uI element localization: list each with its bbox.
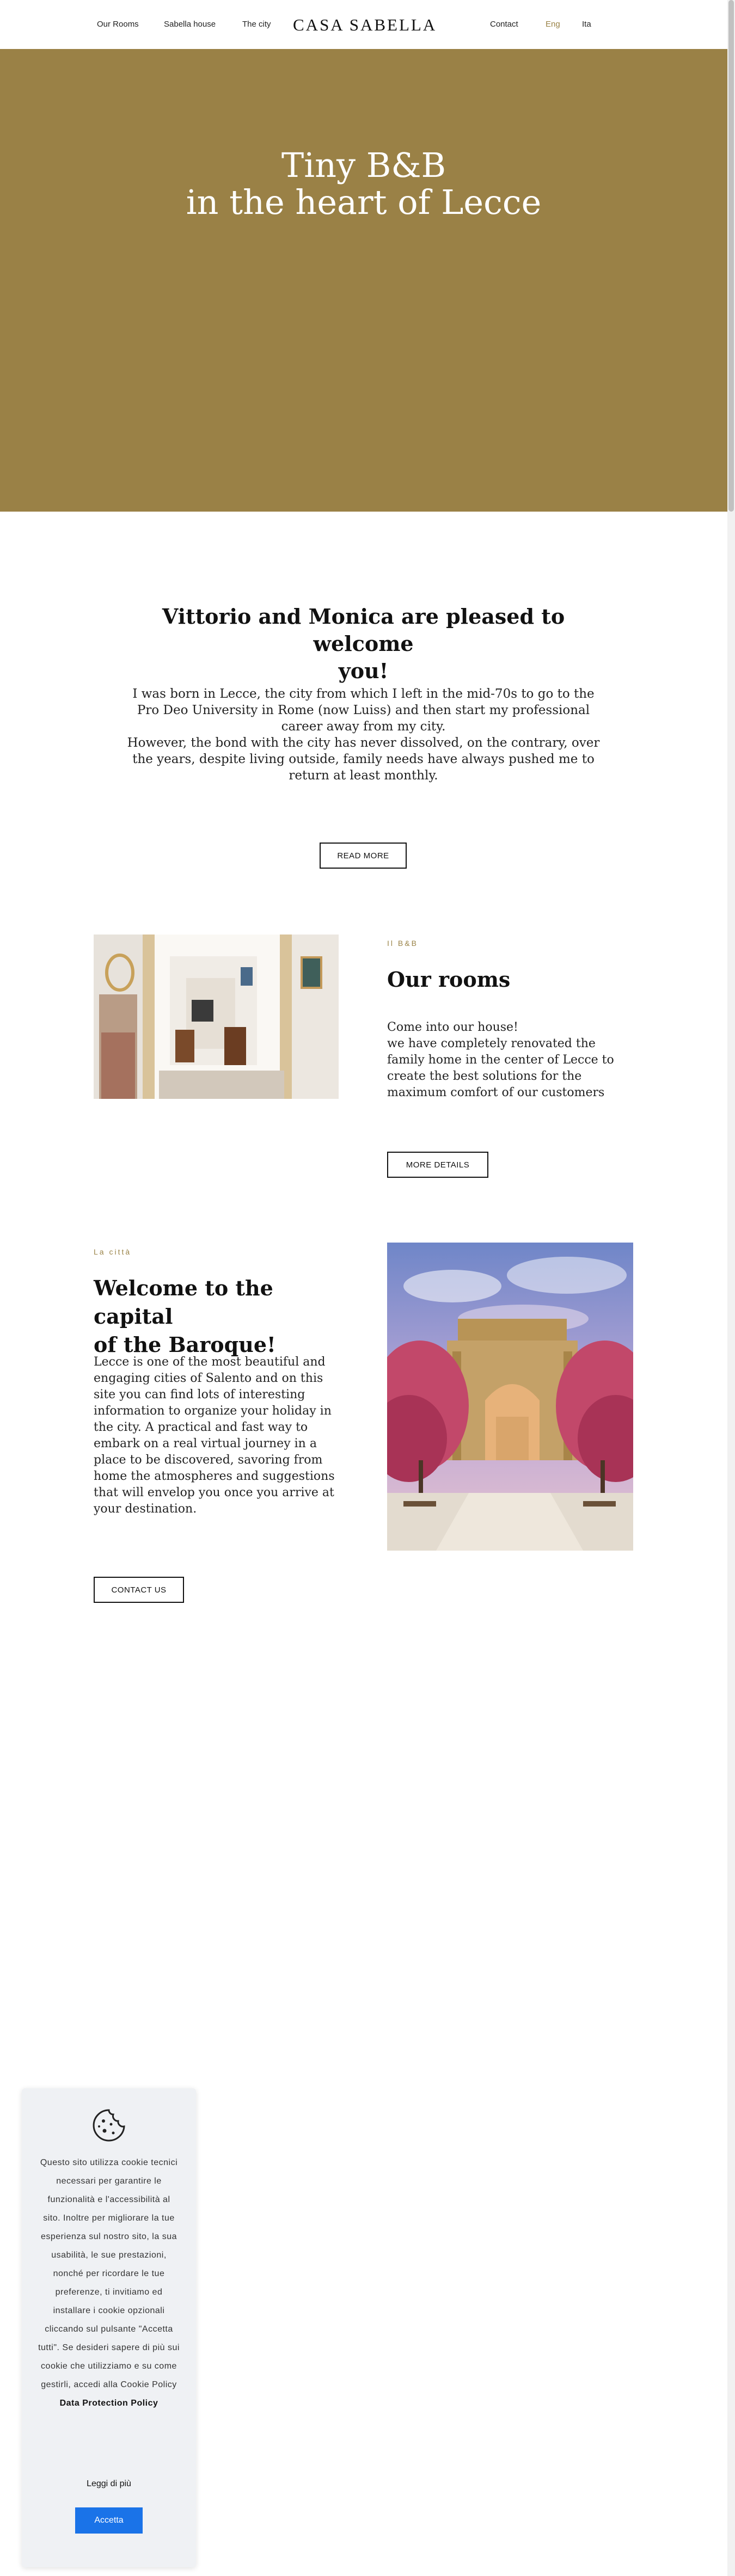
hero-title-line2: in the heart of Lecce	[186, 182, 542, 222]
cookie-accept-button[interactable]: Accetta	[75, 2507, 143, 2534]
city-eyebrow: La città	[94, 1247, 132, 1256]
city-title	[94, 1274, 344, 1359]
hero-banner	[0, 49, 727, 512]
rooms-photo	[94, 935, 339, 1099]
welcome-paragraph-2: However, the bond with the city has never dissolved, on the contrary, over the years, despite living outside, family needs have always pushed me to return at least monthly.	[127, 736, 600, 783]
welcome-title-line1: Vittorio and Monica are pleased to welcome	[162, 604, 565, 656]
cookie-banner	[22, 2088, 196, 2567]
cookie-read-more-link[interactable]: Leggi di più	[87, 2479, 131, 2488]
nav-contact[interactable]: Contact	[490, 20, 518, 29]
contact-us-button[interactable]: CONTACT US	[94, 1577, 184, 1603]
page-scrollbar[interactable]	[727, 0, 735, 2576]
nav-sabella-house[interactable]: Sabella house	[164, 20, 216, 29]
welcome-title	[122, 603, 604, 685]
city-photo	[387, 1243, 633, 1551]
city-text: Lecce is one of the most beautiful and engaging cities of Salento and on this site you can find lots of interesting information to organize your holiday in the city. A practical and fast way to embark on a real virtual journey in a place to be discovered, savoring from home the atmospheres and suggestions that will envelop you once you arrive at your destination.	[94, 1355, 335, 1516]
cookie-text	[38, 2154, 180, 2413]
rooms-title: Our rooms	[387, 967, 511, 992]
rooms-eyebrow: Il B&B	[387, 939, 418, 948]
scrollbar-thumb[interactable]	[728, 0, 734, 512]
site-logo[interactable]: CASA SABELLA	[293, 15, 437, 34]
more-details-button[interactable]: MORE DETAILS	[387, 1152, 488, 1178]
rooms-text	[387, 1019, 635, 1101]
read-more-button[interactable]: READ MORE	[320, 843, 407, 869]
site-header	[0, 0, 727, 49]
hero-title	[0, 147, 727, 221]
welcome-paragraph-1: I was born in Lecce, the city from which I left in the mid-70s to go to the Pro Deo University in Rome (now Luiss) and then start my professional career away from my city.	[132, 687, 595, 734]
data-protection-policy-link[interactable]: Data Protection Policy	[59, 2399, 158, 2408]
lang-ita[interactable]: Ita	[582, 20, 591, 29]
welcome-text	[122, 686, 604, 784]
rooms-text-line1: Come into our house!	[387, 1020, 518, 1034]
cookie-description: Questo sito utilizza cookie tecnici necessari per garantire le funzionalità e l'accessibilità al sito. Inoltre per migliorare la tue esperienza sul nostro sito, la sua usabilità, le sue prestazioni, nonché per ricordare le tue preferenze, ti invitiamo ed installare i cookie opzionali cliccando sul pulsante "Accetta tutti". Se desideri sapere di più sui cookie che utilizziamo e su come gestirli, accedi alla Cookie Policy	[38, 2158, 180, 2389]
city-title-line1: Welcome to the capital	[94, 1276, 273, 1329]
welcome-title-line2: you!	[338, 659, 389, 683]
nav-our-rooms[interactable]: Our Rooms	[97, 20, 139, 29]
city-title-line2: of the Baroque!	[94, 1332, 276, 1357]
hero-title-line1: Tiny B&B	[281, 145, 446, 185]
rooms-text-line2: we have completely renovated the family home in the center of Lecce to create the best solutions for the maximum comfort of our customers	[387, 1037, 614, 1099]
nav-the-city[interactable]: The city	[242, 20, 271, 29]
lang-eng[interactable]: Eng	[546, 20, 560, 29]
cookie-icon	[91, 2108, 126, 2143]
